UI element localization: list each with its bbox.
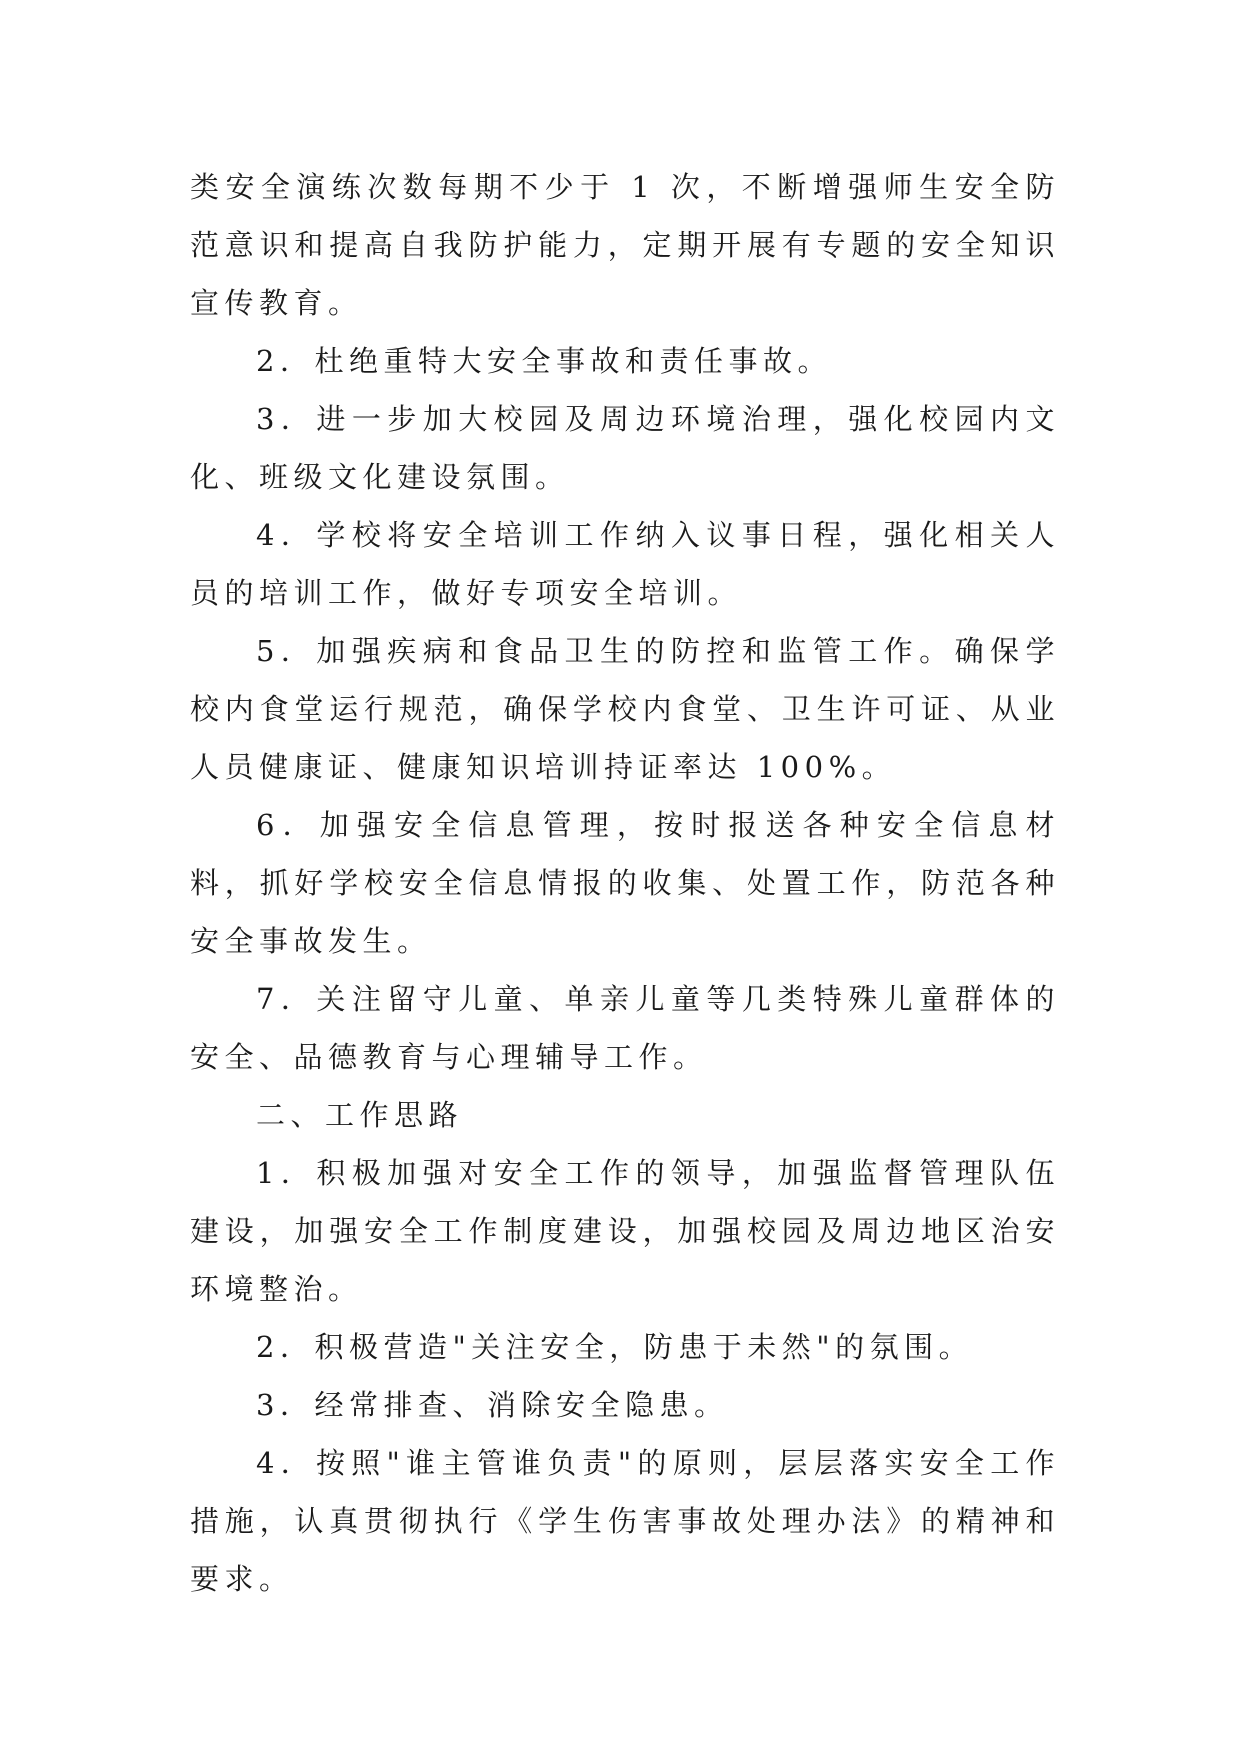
paragraph-idea-4: 4．按照"谁主管谁负责"的原则，层层落实安全工作措施，认真贯彻执行《学生伤害事故处理办法》的精神和要求。 (190, 1446, 1060, 1596)
paragraph-item-3: 3．进一步加大校园及周边环境治理，强化校园内文化、班级文化建设氛围。 (190, 402, 1060, 494)
document-body (190, 158, 1060, 1608)
paragraph-item-6: 6．加强安全信息管理，按时报送各种安全信息材料，抓好学校安全信息情报的收集、处置工作，防范各种安全事故发生。 (190, 808, 1060, 958)
section-heading-work-ideas: 二、工作思路 (256, 1098, 464, 1132)
paragraph-item-7: 7．关注留守儿童、单亲儿童等几类特殊儿童群体的安全、品德教育与心理辅导工作。 (190, 982, 1060, 1074)
paragraph-idea-1: 1．积极加强对安全工作的领导，加强监督管理队伍建设，加强安全工作制度建设，加强校园及周边地区治安环境整治。 (190, 1156, 1060, 1306)
paragraph-item-2: 2．杜绝重特大安全事故和责任事故。 (256, 344, 832, 378)
paragraph-item-5: 5．加强疾病和食品卫生的防控和监管工作。确保学校内食堂运行规范，确保学校内食堂、卫生许可证、从业人员健康证、健康知识培训持证率达 100%。 (190, 634, 1060, 784)
paragraph-continuation: 类安全演练次数每期不少于 1 次，不断增强师生安全防范意识和提高自我防护能力，定期开展有专题的安全知识宣传教育。 (190, 170, 1060, 320)
paragraph-idea-2: 2．积极营造"关注安全，防患于未然"的氛围。 (256, 1330, 974, 1364)
paragraph-idea-3: 3．经常排查、消除安全隐患。 (256, 1388, 729, 1422)
paragraph-item-4: 4．学校将安全培训工作纳入议事日程，强化相关人员的培训工作，做好专项安全培训。 (190, 518, 1060, 610)
